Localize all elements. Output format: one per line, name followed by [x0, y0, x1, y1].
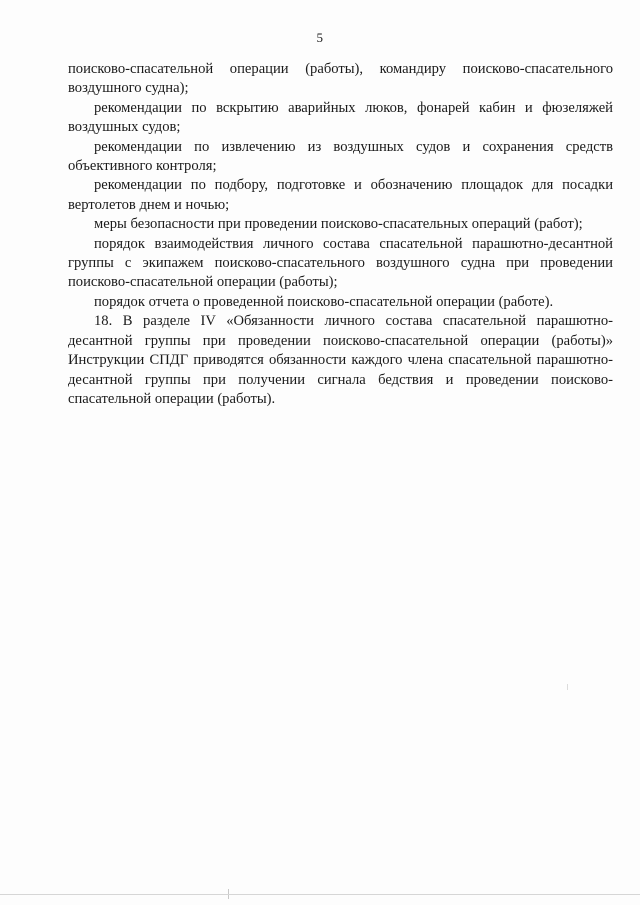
- list-item-report-procedure: порядок отчета о проведенной поисково-спасательной операции (работе).: [94, 293, 554, 310]
- list-item-landing-sites: рекомендации по подбору, подготовке и обозначению площадок для посадки вертолетов днем и ночью;: [68, 177, 613, 213]
- scan-artifact-speck: [567, 684, 568, 690]
- document-body: [68, 60, 613, 409]
- list-item-recorder-extraction: рекомендации по извлечению из воздушных судов и сохранения средств объективного контроля;: [68, 138, 613, 175]
- scan-bottom-edge: [0, 894, 640, 895]
- list-item-crew-interaction: порядок взаимодействия личного состава спасательной парашютно-десантной группы с экипажем поисково-спасательного воздушного судна при проведении поисково-спасательной операции (работы);: [68, 235, 613, 291]
- page-number: 5: [316, 30, 324, 45]
- list-item-hatch-opening: рекомендации по вскрытию аварийных люков, фонарей кабин и фюзеляжей воздушных судов;: [68, 99, 613, 136]
- list-item-safety-measures: меры безопасности при проведении поисково-спасательных операций (работ);: [94, 216, 583, 233]
- paragraph-section-18: 18. В разделе IV «Обязанности личного состава спасательной парашютно-десантной группы при проведении поисково-спасательной операции (работы)» Инструкции СПДГ приводятся обязанности каждого члена спасательной парашютно-десантной группы при получении сигнала бедствия и проведении поисково-спасательной операции (работы).: [68, 313, 613, 407]
- paragraph-continuation: поисково-спасательной операции (работы), командиру поисково-спасательного воздушного судна);: [68, 61, 613, 97]
